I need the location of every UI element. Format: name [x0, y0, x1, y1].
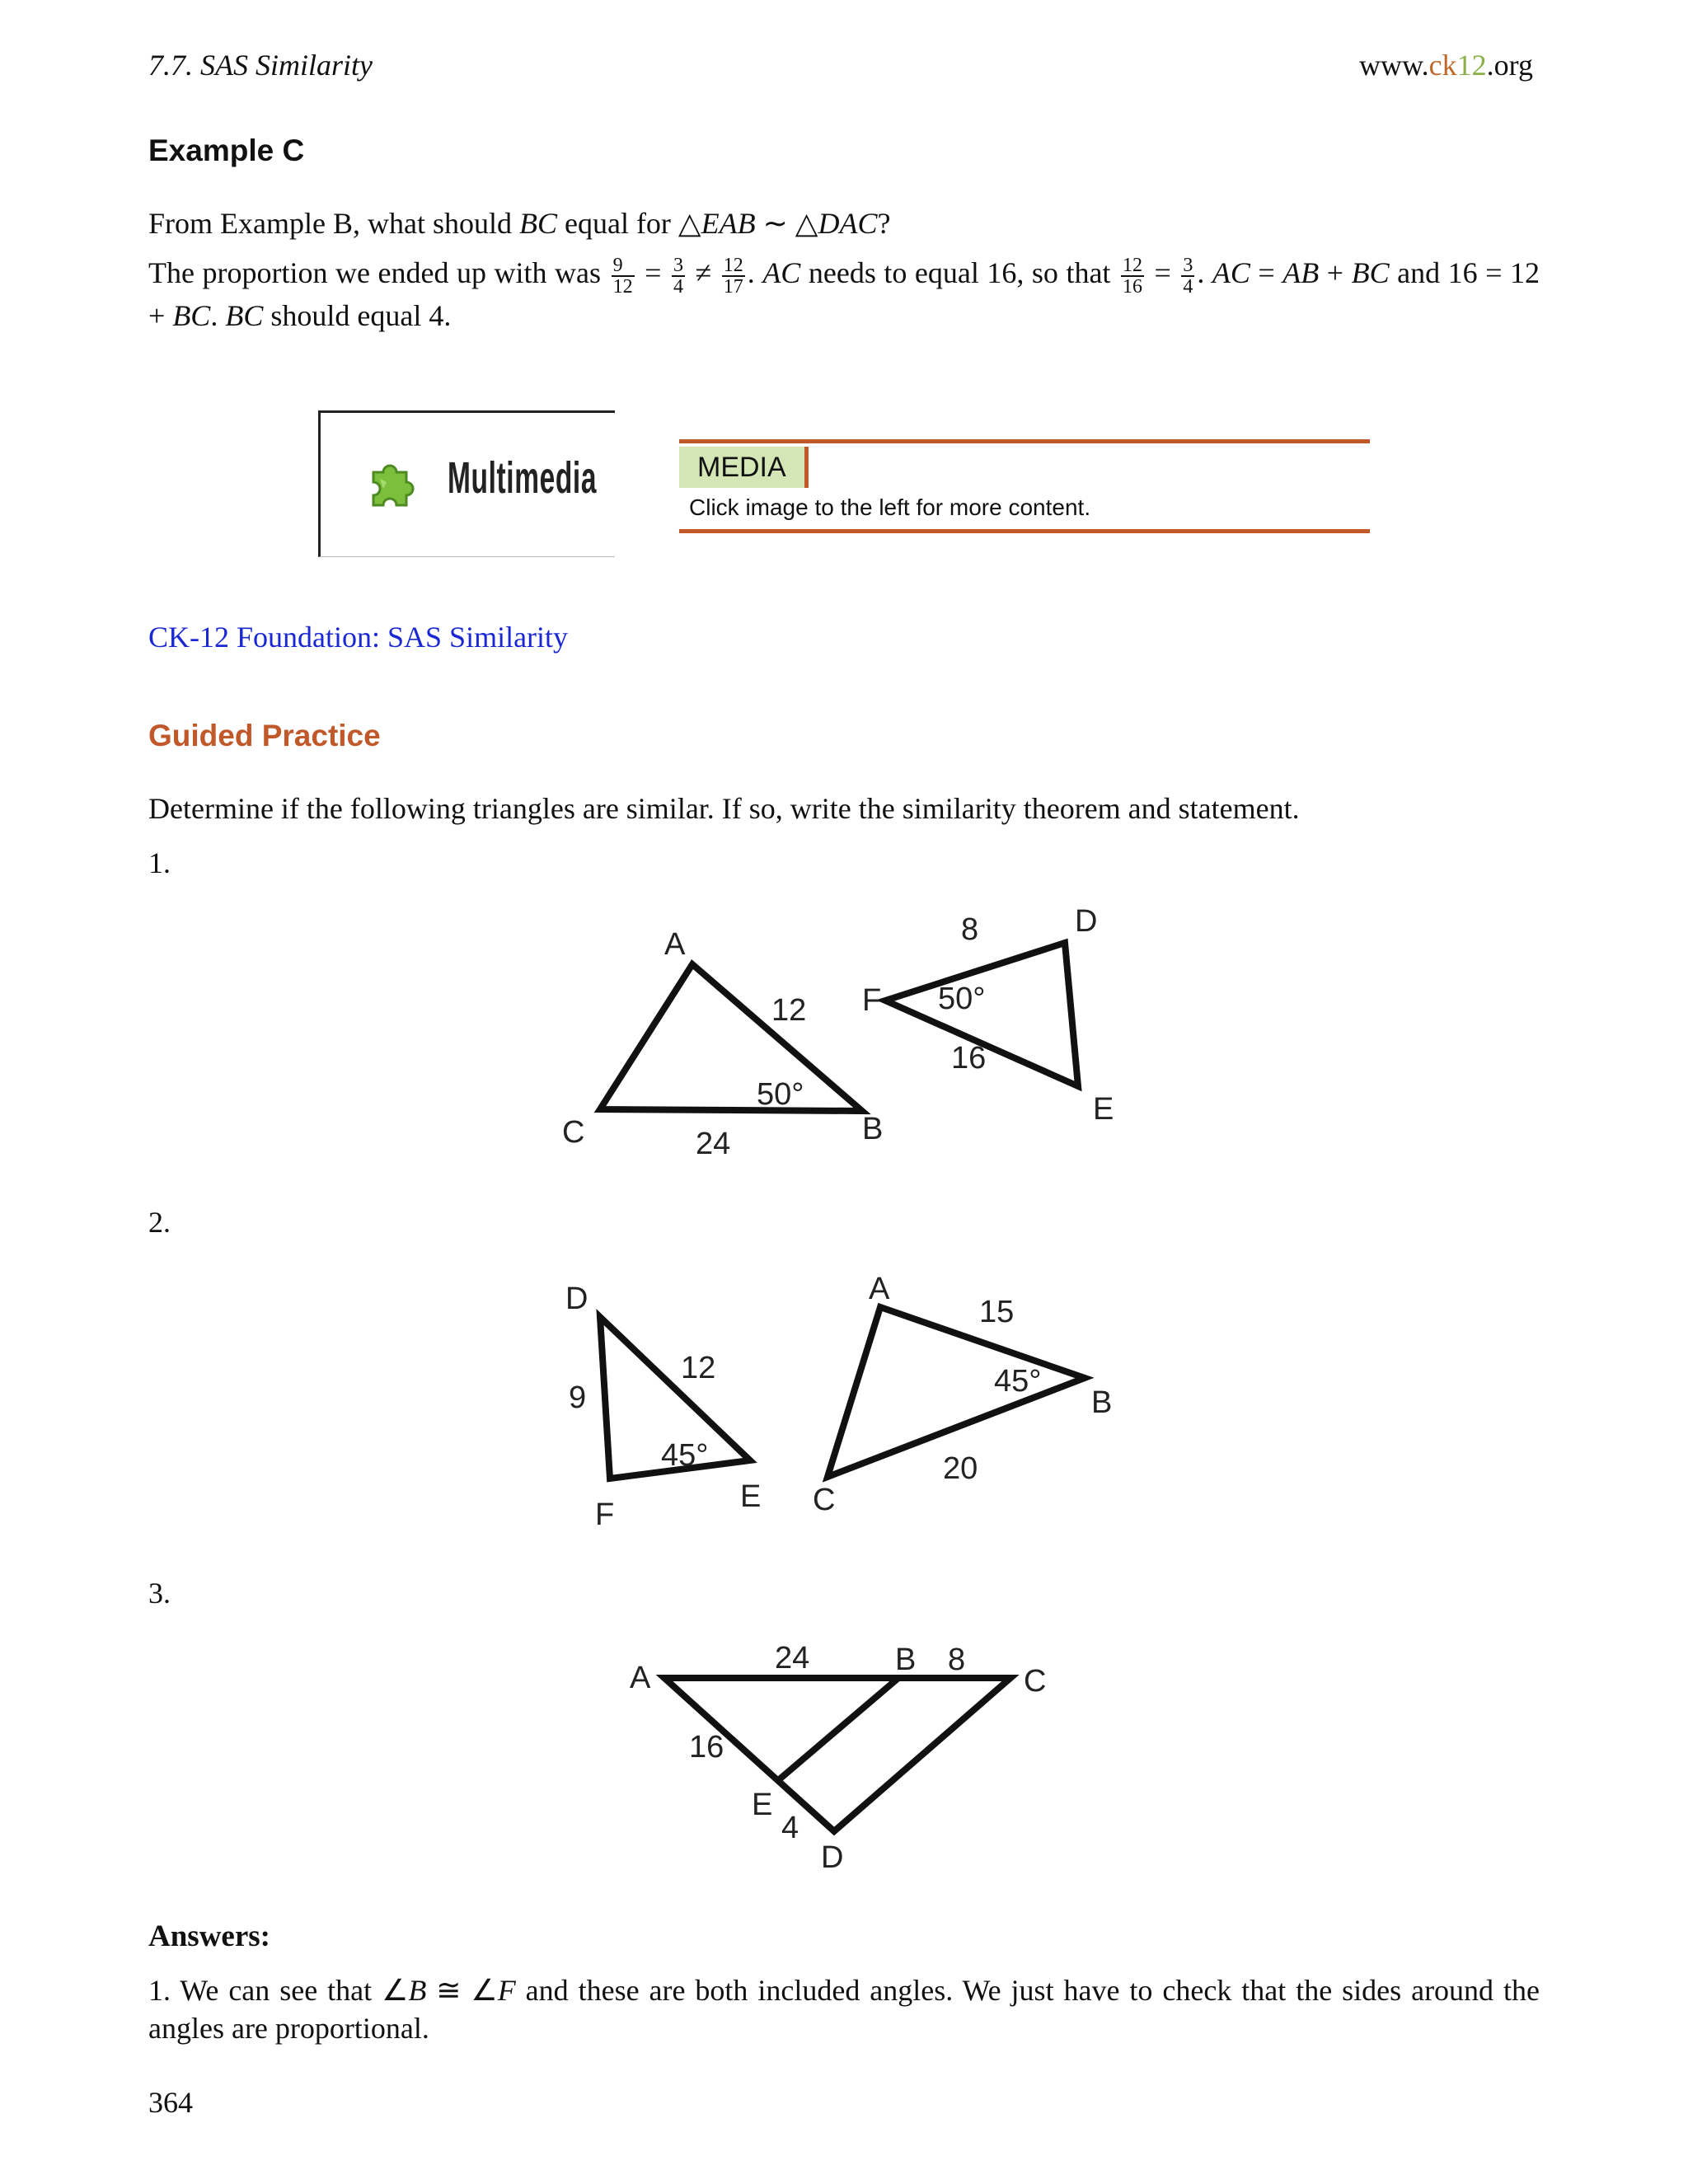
angle-b-label: 50° — [757, 1077, 804, 1112]
answer-1 — [148, 1971, 1540, 2047]
media-text: Click image to the left for more content. — [689, 494, 1091, 520]
question-number-3: 3. — [148, 1577, 171, 1610]
text: = — [636, 256, 669, 289]
vertex-c: C — [813, 1483, 836, 1517]
example-question — [148, 204, 1540, 242]
text: 1. We can see that ∠ — [148, 1974, 409, 2007]
multimedia-label: Multimedia — [448, 453, 598, 503]
page-number: 364 — [148, 2086, 193, 2119]
url-ck: ck — [1428, 49, 1457, 82]
fraction — [1181, 255, 1194, 297]
vertex-e: E — [740, 1479, 762, 1514]
guided-instructions: Determine if the following triangles are similar. If so, write the similarity theorem and statement. — [148, 792, 1300, 825]
text: ∼ △ — [755, 207, 818, 240]
numerator: 12 — [723, 254, 743, 276]
vertex-b: B — [862, 1112, 884, 1146]
vertex-d: D — [1075, 904, 1098, 939]
multimedia-thumbnail[interactable] — [318, 410, 615, 557]
denominator: 17 — [723, 275, 743, 298]
text: . — [1197, 256, 1212, 289]
vertex-c: C — [1024, 1664, 1047, 1699]
text: and 16 = 12 + — [148, 256, 1540, 332]
text: ≠ — [687, 256, 720, 289]
vertex-c: C — [562, 1115, 585, 1150]
vertex-f: F — [862, 983, 882, 1018]
angle-f-label: 50° — [938, 982, 986, 1016]
running-head: 7.7. SAS Similarity — [148, 49, 373, 82]
fraction — [1121, 255, 1144, 297]
angle-b-label: 45° — [994, 1364, 1042, 1399]
figure-3 — [610, 1640, 1121, 1879]
figure-1 — [560, 904, 1137, 1170]
text: = — [1146, 256, 1179, 289]
math-var: BC — [1351, 256, 1390, 289]
media-callout — [679, 439, 1370, 533]
segment-be — [776, 1678, 898, 1782]
text: ? — [877, 207, 891, 240]
url-prefix: www. — [1359, 49, 1429, 82]
side-fe-label: 16 — [951, 1041, 987, 1076]
fraction — [672, 255, 685, 297]
denominator: 12 — [612, 275, 633, 298]
question-number-2: 2. — [148, 1206, 171, 1239]
math-var: EAB — [701, 207, 756, 240]
answers-heading: Answers: — [148, 1919, 270, 1953]
side-bc-label: 8 — [948, 1643, 966, 1677]
math-var: BC — [518, 207, 557, 240]
side-de-label: 12 — [681, 1351, 716, 1385]
example-proportion — [148, 254, 1540, 335]
side-ab-label: 15 — [979, 1295, 1015, 1329]
text: equal for △ — [556, 207, 701, 240]
vertex-b: B — [1091, 1385, 1113, 1420]
angle-e-label: 45° — [661, 1438, 709, 1473]
side-cb-label: 24 — [696, 1127, 731, 1161]
side-ab-label: 12 — [771, 993, 807, 1028]
numerator: 12 — [1122, 254, 1142, 276]
side-ed-label: 4 — [781, 1811, 799, 1845]
denominator: 4 — [1183, 275, 1193, 298]
figure-2 — [560, 1269, 1137, 1541]
numerator: 9 — [612, 255, 635, 277]
vertex-d: D — [821, 1840, 844, 1875]
text: The proportion we ended up with was — [148, 256, 609, 289]
vertex-a: A — [664, 927, 686, 962]
question-number-1: 1. — [148, 846, 171, 879]
ck12-video-link[interactable]: CK-12 Foundation: SAS Similarity — [148, 621, 569, 654]
denominator: 4 — [673, 275, 683, 298]
math-var: BC — [225, 298, 264, 332]
math-var: F — [497, 1974, 516, 2007]
side-ae-label: 16 — [689, 1730, 724, 1765]
media-tag: MEDIA — [679, 447, 809, 488]
vertex-b: B — [895, 1643, 917, 1677]
math-var: DAC — [818, 207, 878, 240]
vertex-f: F — [595, 1497, 615, 1532]
side-cb-label: 20 — [943, 1451, 978, 1486]
triangle-abc — [600, 964, 862, 1111]
text: needs to equal 16, so that — [800, 256, 1118, 289]
vertex-e: E — [752, 1788, 773, 1822]
text: and these are both included angles. We just have to check that the sides around the angles are proportional. — [148, 1974, 1540, 2045]
text: From Example B, what should — [148, 207, 519, 240]
text: . — [210, 298, 226, 332]
vertex-d: D — [565, 1282, 588, 1316]
numerator: 3 — [1183, 254, 1193, 276]
side-ab-label: 24 — [775, 1641, 810, 1675]
guided-practice-heading: Guided Practice — [148, 719, 381, 752]
puzzle-icon — [362, 456, 424, 518]
denominator: 16 — [1122, 275, 1142, 298]
example-c-heading: Example C — [148, 134, 305, 167]
text: should equal 4. — [263, 298, 452, 332]
vertex-a: A — [630, 1661, 651, 1695]
text: . — [747, 256, 763, 289]
numerator: 3 — [673, 254, 683, 276]
fraction — [612, 255, 635, 297]
side-fd-label: 8 — [961, 912, 979, 947]
math-var: BC — [172, 298, 211, 332]
text: + — [1319, 256, 1352, 289]
vertex-a: A — [869, 1272, 890, 1306]
math-var: B — [408, 1974, 427, 2007]
text: = — [1250, 256, 1283, 289]
site-url[interactable] — [1359, 48, 1533, 82]
fraction — [722, 255, 745, 297]
side-df-label: 9 — [569, 1380, 587, 1415]
text: ≅ ∠ — [426, 1974, 498, 2007]
math-var: AC — [762, 256, 801, 289]
math-var: AC — [1212, 256, 1250, 289]
url-suffix: .org — [1486, 49, 1533, 82]
vertex-e: E — [1093, 1092, 1114, 1127]
math-var: AB — [1282, 256, 1320, 289]
url-num: 12 — [1456, 49, 1487, 82]
